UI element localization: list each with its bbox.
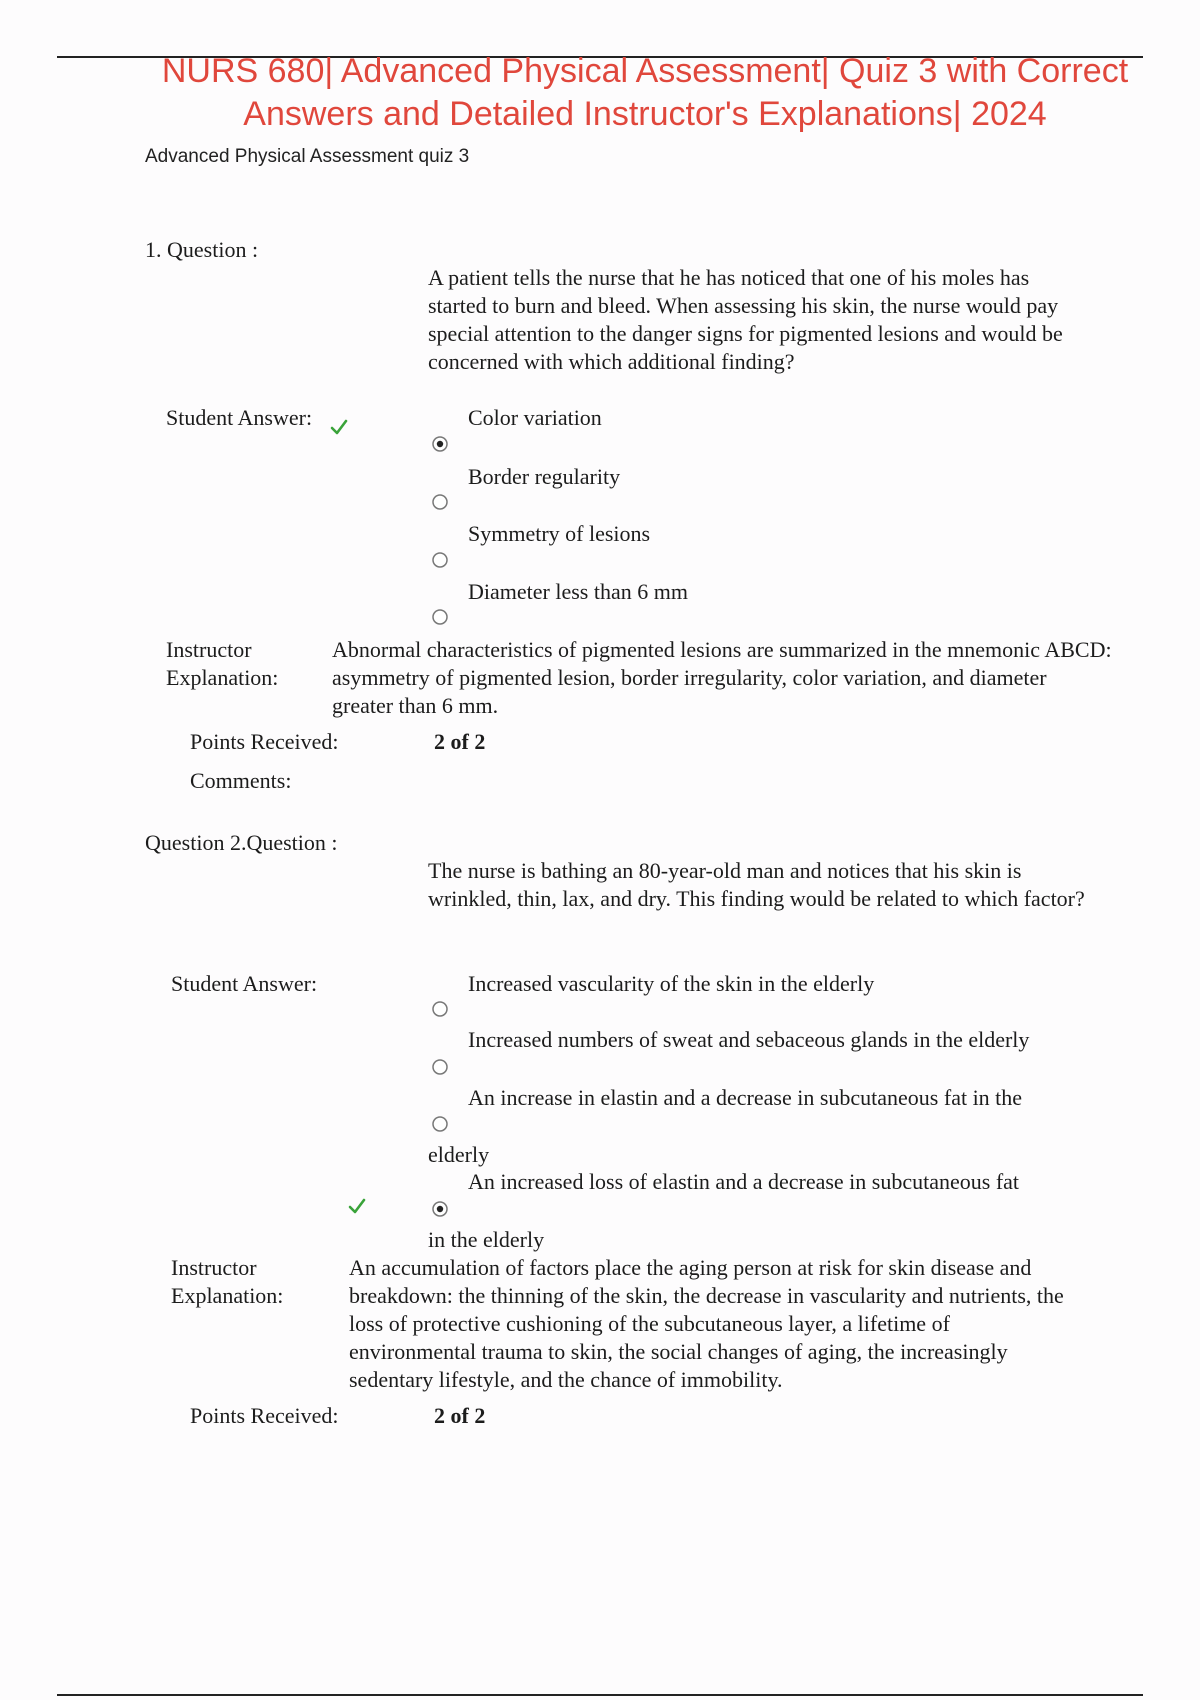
question-2-text: The nurse is bathing an 80-year-old man and notices that his skin is wrinkled, thin, lax, and dry. This finding would be related to which factor?	[428, 858, 1085, 911]
document-subtitle: Advanced Physical Assessment quiz 3	[145, 146, 470, 167]
question-1-option-3: Symmetry of lesions	[468, 521, 651, 546]
question-2-option-4: An increased loss of elastin and a decrease in subcutaneous fat	[468, 1169, 1020, 1194]
question-2-student-answer-label: Student Answer:	[171, 971, 318, 996]
question-2-option-1: Increased vascularity of the skin in the elderly	[468, 971, 875, 996]
question-1-option-4: Diameter less than 6 mm	[468, 579, 688, 604]
question-2-explanation-label: Instructor	[171, 1255, 257, 1280]
question-1-points-label: Points Received:	[190, 729, 339, 754]
correct-check-icon	[348, 1197, 366, 1215]
question-1-explanation-label: Instructor	[166, 637, 252, 662]
question-1-explanation: Abnormal characteristics of pigmented lesions are summarized in the mnemonic ABCD: asymmetry of pigmented lesion, border irregularity, color variation, and diameter greater than 6 mm.	[332, 637, 1112, 718]
question-1-option-2: Border regularity	[468, 464, 621, 489]
question-2-label: Question 2.Question :	[145, 830, 338, 855]
question-1-explanation-label-2: Explanation:	[166, 665, 279, 690]
question-1-radio-1-selected[interactable]	[431, 435, 449, 453]
question-2-explanation-label-2: Explanation:	[171, 1283, 284, 1308]
question-2-explanation: An accumulation of factors place the aging person at risk for skin disease and breakdown: the thinning of the skin, the decrease in vascularity and nutrients, the loss of protective cushioning of the subcutaneous layer, a lifetime of environmental trauma to skin, the social changes of aging, the increasingly sedentary lifestyle, and the chance of immobility.	[349, 1255, 1064, 1392]
question-2-option-3-continuation: elderly	[428, 1142, 490, 1167]
question-2-option-2: Increased numbers of sweat and sebaceous glands in the elderly	[468, 1027, 1030, 1052]
bottom-rule	[57, 1694, 1143, 1696]
question-1-radio-4[interactable]	[431, 608, 449, 626]
question-1-student-answer-label: Student Answer:	[166, 405, 313, 430]
question-1-label: 1. Question :	[145, 237, 259, 262]
question-2-points-value: 2 of 2	[434, 1403, 486, 1428]
question-1-radio-3[interactable]	[431, 551, 449, 569]
question-1-text: A patient tells the nurse that he has noticed that one of his moles has started to burn and bleed. When assessing his skin, the nurse would pay special attention to the danger signs for pigmented lesions and would be concerned with which additional finding?	[428, 265, 1063, 374]
question-1-comments-label: Comments:	[190, 768, 292, 793]
question-2-radio-2[interactable]	[431, 1058, 449, 1076]
question-2-radio-3[interactable]	[431, 1115, 449, 1133]
correct-check-icon	[330, 418, 348, 436]
question-1-option-1: Color variation	[468, 405, 602, 430]
question-1-points-value: 2 of 2	[434, 729, 486, 754]
question-2-radio-4-selected[interactable]	[431, 1200, 449, 1218]
question-1-radio-2[interactable]	[431, 493, 449, 511]
document-title: NURS 680| Advanced Physical Assessment| Quiz 3 with Correct Answers and Detailed Instructor's Explanations| 2024	[161, 52, 1129, 133]
question-2-points-label: Points Received:	[190, 1403, 339, 1428]
question-2-option-4-continuation: in the elderly	[428, 1227, 545, 1252]
question-2-radio-1[interactable]	[431, 1000, 449, 1018]
question-2-option-3: An increase in elastin and a decrease in subcutaneous fat in the	[468, 1085, 1023, 1110]
